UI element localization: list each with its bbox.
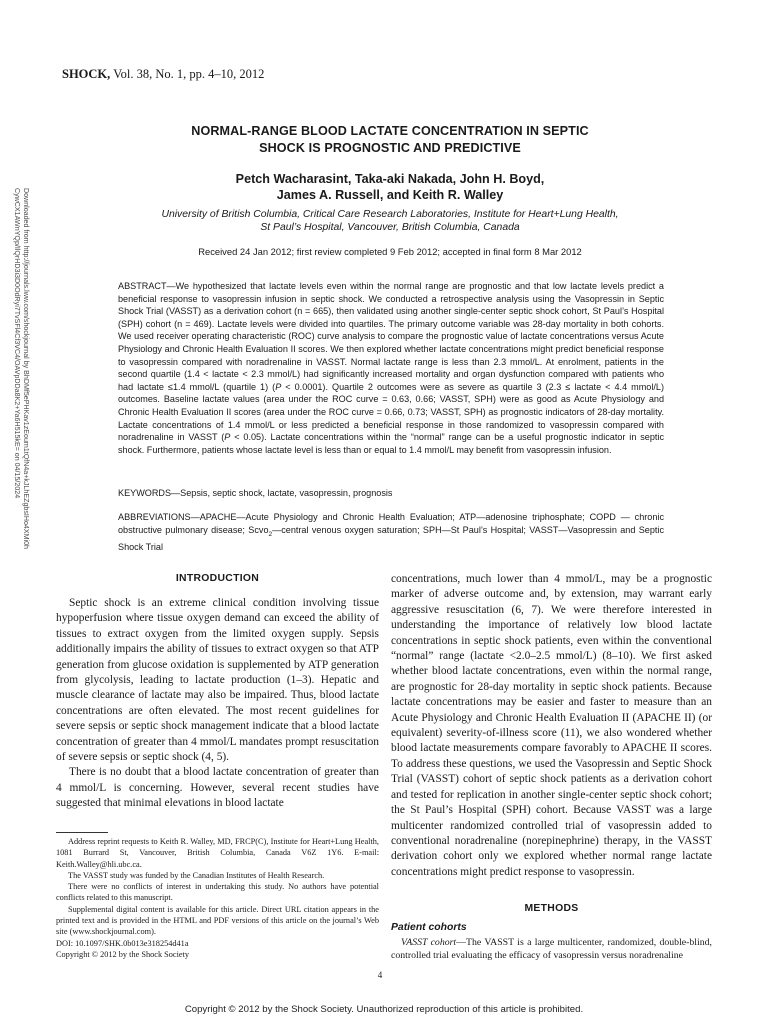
abbreviations [118, 511, 664, 554]
journal-citation [62, 67, 264, 82]
paragraph: Septic shock is an extreme clinical condition involving tissue hypoperfusion where tissue oxygen demand can exceed the ability of tissues to extract oxygen from the limited oxygen supply. Sepsis additionally impairs the ability of tissues to extract oxygen so that ATP generation from glucose oxidation is supplemented by ATP generation from glycolysis, leading to lactate production (1–3). Hepatic and muscle clearance of lactate may also be impaired. Thus, blood lactate concentrations are often elevated. The most recent guidelines for severe sepsis or septic shock management indicate that a blood lactate concentration of greater than 4 mmol/L mandates prompt resuscitation of severe sepsis or septic shock (4, 5). [56, 597, 380, 764]
watermark-line: Downloaded from http://journals.lww.com/shockjournal by BhDMf5ePHKav1zEoum1tQfN4a+kJLhEZgbsIHo4XMi0h [22, 188, 30, 549]
abstract-text: < 0.0001). Quartile 2 outcomes were as severe as quartile 3 (2.3 ≤ lactate < 4.4 mmol/L) outcomes. Baseline lactate values (area under the ROC curve = 0.63, 0.66; VASST, SPH) were as good as Acute Physiology and Chronic Health Evaluation II scores (area under the ROC curve = 0.66, 0.73; VASST, SPH) as prognostic indicators of 28-day mortality. Lactate concentrations of 1.4 mmol/L or less predicted a beneficial response in those randomized to vasopressin compared with noradrenaline in VASST ( [118, 381, 664, 443]
article-title-line: NORMAL-RANGE BLOOD LACTATE CONCENTRATION IN SEPTIC [191, 124, 589, 138]
introduction-heading: INTRODUCTION [175, 573, 260, 584]
p-value-symbol: P [224, 432, 231, 443]
abstract-label: ABSTRACT— [118, 281, 176, 291]
footnote: There were no conflicts of interest in undertaking this study. No authors have potential conflicts related to this manuscript. [56, 882, 379, 903]
abbreviations-label: ABBREVIATIONS— [118, 512, 200, 522]
vasst-label: VASST cohort [400, 937, 457, 948]
abstract-text: < 0.05). Lactate concentrations within the “normal” range can be a useful prognostic indicator in septic shock. Furthermore, patients whose lactate level is less than or equal to 1.4 mmol/L may benefit from vasopressin infusion. [118, 432, 664, 455]
vasst-cohort-paragraph [391, 936, 712, 963]
affiliation-line: University of British Columbia, Critical Care Research Laboratories, Institute for Heart+Lung Health, [161, 209, 619, 220]
abstract [118, 280, 664, 456]
patient-cohorts-heading: Patient cohorts [391, 922, 467, 933]
download-watermark [10, 188, 30, 618]
footnote: Supplemental digital content is available for this article. Direct URL citation appears in the printed text and is provided in the HTML and PDF versions of this article on the journal’s Web site (www.shockjournal.com). [56, 904, 379, 937]
left-column [56, 596, 379, 812]
article-title-line: SHOCK IS PROGNOSTIC AND PREDICTIVE [259, 141, 521, 155]
author-affiliation [110, 208, 670, 234]
author-line: James A. Russell, and Keith R. Walley [276, 188, 504, 202]
doi: DOI: 10.1097/SHK.0b013e318254d41a [56, 938, 189, 948]
abbreviations-text: —central venous oxygen saturation; SPH—St Paul’s Hospital; VASST—Vasopressin and Septic Shock Trial [118, 524, 664, 552]
right-column [391, 572, 712, 880]
affiliation-line: St Paul’s Hospital, Vancouver, British Columbia, Canada [260, 222, 520, 233]
keywords-label: KEYWORDS— [118, 488, 181, 498]
copyright-notice: Copyright © 2012 by the Shock Society. Unauthorized reproduction of this article is prohibited. [184, 1004, 584, 1015]
footnotes [56, 836, 379, 960]
methods-heading: METHODS [524, 903, 579, 914]
page-number: 4 [377, 970, 383, 980]
abstract-text: We hypothesized that lactate levels even within the normal range are prognostic and that low lactate levels predict a beneficial response to vasopressin infusion in septic shock. We conducted a retrospective analysis using the Vasopressin in Septic Shock Trial (VASST) as a derivation cohort (n = 665), then validated using another single-center septic shock cohort, St Paul’s Hospital (SPH) cohort (n = 469). Lactate levels were divided into quartiles. The primary outcome variable was 28-day mortality in both cohorts. We used receiver operating characteristic (ROC) curve analysis to compare the prognostic value of lactate concentrations versus Acute Physiology and Chronic Health Evaluation II scores. We then explored whether lactate concentrations might predict beneficial response to vasopressin compared with noradrenaline in VASST. Normal lactate range is less than 2.3 mmol/L. At enrolment, patients in the second quartile (1.4 < lactate < 2.3 mmol/L) had significantly increased mortality and organ dysfunction compared with patients who had lactate ≤1.4 mmol/L (quartile 1) ( [118, 281, 664, 392]
footnote-divider [56, 832, 108, 833]
paragraph: concentrations, much lower than 4 mmol/L, may be a prognostic marker of adverse outcome and, by extension, may warrant early aggressive resuscitation (6, 7). We were therefore interested in understanding the importance of relatively low blood lactate concentrations in septic shock patients, even within the conventional “normal” range (lactate <2.0–2.5 mmol/L) (8–10). We first asked whether blood lactate concentrations, even within the normal range, are prognostic for 28-day mortality in septic shock patients. Because lactate concentrations may be easier and faster to measure than an Acute Physiology and Chronic Health Evaluation II (APACHE II) (or equivalent) severity-of-illness score (11), we also wondered whether blood lactate measurements compare favorably to APACHE II scores. To address these questions, we used the Vasopressin and Septic Shock Trial (VASST) cohort of septic shock patients as a derivation cohort and tested for replication in another single-center septic shock cohort; the St Paul’s Hospital (SPH) cohort. Because VASST was a large multicenter randomized controlled trial of vasopressin added to conventional noradrenaline (norepinephrine) therapy, in the VASST derivation cohort only we explored whether normal range lactate concentrations might predict response to vasopressin. [391, 573, 712, 878]
author-list [110, 171, 670, 203]
received-dates: Received 24 Jan 2012; first review completed 9 Feb 2012; accepted in final form 8 Mar 2012 [198, 246, 582, 257]
paragraph: There is no doubt that a blood lactate concentration of greater than 4 mmol/L is concerning. However, several recent studies have suggested that minimal elevations in blood lactate [56, 766, 379, 810]
subscript: 2 [268, 530, 273, 538]
author-line: Petch Wacharasint, Taka-aki Nakada, John H. Boyd, [235, 172, 545, 186]
footnote-copyright: Copyright © 2012 by the Shock Society [56, 949, 190, 959]
footnote: Address reprint requests to Keith R. Walley, MD, FRCP(C), Institute for Heart+Lung Health, 1081 Burrard St, Vancouver, British Columbia, Canada V6Z 1Y6. E-mail: Keith.Walley@hli.ubc.ca. [56, 837, 379, 869]
journal-volume-info: Vol. 38, No. 1, pp. 4–10, 2012 [113, 67, 265, 81]
keywords [118, 487, 664, 500]
watermark-line: CywCX1AWnYQp/IlQrHD3i3D0OdRyi7TvSFl4Cf3VC4/OAVpDDa8K2+Ya6H515kE= on 04/15/2024 [13, 188, 21, 499]
keywords-text: Sepsis, septic shock, lactate, vasopressin, prognosis [180, 488, 393, 498]
vasst-text: —The VASST is a large multicenter, randomized, double-blind, controlled trial evaluating the efficacy of vasopressin versus noradrenaline [391, 937, 712, 962]
footnote: The VASST study was funded by the Canadian Institutes of Health Research. [68, 870, 325, 880]
abbreviations-text: APACHE—Acute Physiology and Chronic Health Evaluation; ATP—adenosine triphosphate; COPD — chronic obstructive pulmonary disease; Scvo [118, 512, 664, 535]
p-value-symbol: P [275, 381, 282, 392]
article-title [100, 123, 680, 157]
journal-name: SHOCK, [62, 67, 111, 81]
